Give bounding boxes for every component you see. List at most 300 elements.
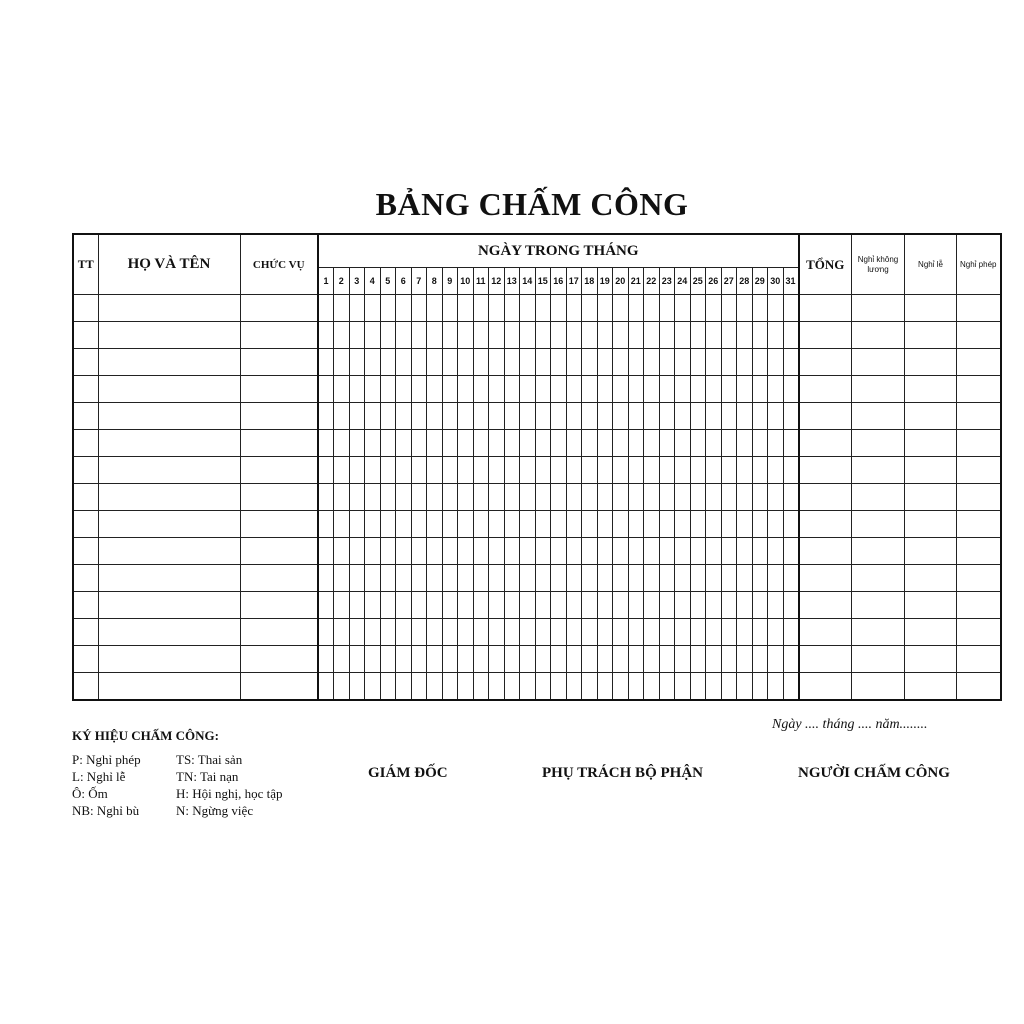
cell-day[interactable]	[690, 592, 706, 619]
cell-day[interactable]	[551, 592, 567, 619]
cell-day[interactable]	[442, 538, 458, 565]
cell-day[interactable]	[582, 457, 598, 484]
cell-day[interactable]	[473, 430, 489, 457]
cell-total[interactable]	[799, 322, 852, 349]
cell-tt[interactable]	[73, 484, 98, 511]
cell-day[interactable]	[411, 376, 427, 403]
cell-day[interactable]	[752, 565, 768, 592]
cell-day[interactable]	[737, 376, 753, 403]
cell-day[interactable]	[721, 430, 737, 457]
cell-day[interactable]	[334, 592, 350, 619]
cell-day[interactable]	[551, 457, 567, 484]
cell-day[interactable]	[411, 565, 427, 592]
cell-day[interactable]	[396, 646, 412, 673]
cell-day[interactable]	[458, 565, 474, 592]
cell-role[interactable]	[240, 457, 318, 484]
cell-day[interactable]	[396, 484, 412, 511]
cell-day[interactable]	[659, 538, 675, 565]
cell-name[interactable]	[98, 295, 240, 322]
cell-holiday[interactable]	[905, 565, 957, 592]
cell-day[interactable]	[675, 376, 691, 403]
cell-day[interactable]	[349, 673, 365, 701]
cell-day[interactable]	[427, 349, 443, 376]
cell-role[interactable]	[240, 376, 318, 403]
cell-day[interactable]	[473, 511, 489, 538]
cell-day[interactable]	[597, 322, 613, 349]
cell-day[interactable]	[752, 538, 768, 565]
cell-day[interactable]	[411, 619, 427, 646]
cell-day[interactable]	[752, 376, 768, 403]
cell-day[interactable]	[349, 322, 365, 349]
cell-holiday[interactable]	[905, 592, 957, 619]
cell-day[interactable]	[380, 322, 396, 349]
cell-day[interactable]	[349, 295, 365, 322]
cell-day[interactable]	[783, 565, 799, 592]
cell-day[interactable]	[737, 457, 753, 484]
cell-day[interactable]	[318, 538, 334, 565]
cell-name[interactable]	[98, 484, 240, 511]
cell-day[interactable]	[318, 403, 334, 430]
cell-name[interactable]	[98, 349, 240, 376]
cell-day[interactable]	[551, 484, 567, 511]
cell-day[interactable]	[551, 511, 567, 538]
cell-tt[interactable]	[73, 592, 98, 619]
cell-day[interactable]	[706, 322, 722, 349]
cell-day[interactable]	[690, 457, 706, 484]
cell-day[interactable]	[737, 592, 753, 619]
cell-day[interactable]	[380, 295, 396, 322]
cell-day[interactable]	[768, 349, 784, 376]
cell-day[interactable]	[535, 538, 551, 565]
cell-day[interactable]	[644, 457, 660, 484]
cell-day[interactable]	[427, 322, 443, 349]
cell-day[interactable]	[644, 565, 660, 592]
cell-day[interactable]	[504, 538, 520, 565]
cell-day[interactable]	[566, 646, 582, 673]
cell-day[interactable]	[783, 484, 799, 511]
cell-day[interactable]	[489, 565, 505, 592]
cell-unpaid-leave[interactable]	[852, 349, 905, 376]
cell-tt[interactable]	[73, 322, 98, 349]
cell-role[interactable]	[240, 673, 318, 701]
cell-day[interactable]	[659, 349, 675, 376]
cell-unpaid-leave[interactable]	[852, 565, 905, 592]
cell-day[interactable]	[597, 646, 613, 673]
cell-day[interactable]	[737, 565, 753, 592]
cell-unpaid-leave[interactable]	[852, 673, 905, 701]
cell-day[interactable]	[427, 619, 443, 646]
cell-day[interactable]	[365, 511, 381, 538]
cell-day[interactable]	[675, 619, 691, 646]
cell-day[interactable]	[628, 484, 644, 511]
cell-day[interactable]	[566, 538, 582, 565]
cell-unpaid-leave[interactable]	[852, 295, 905, 322]
cell-day[interactable]	[442, 619, 458, 646]
cell-day[interactable]	[318, 511, 334, 538]
cell-day[interactable]	[566, 673, 582, 701]
cell-day[interactable]	[706, 403, 722, 430]
cell-day[interactable]	[551, 646, 567, 673]
cell-day[interactable]	[721, 592, 737, 619]
cell-day[interactable]	[783, 457, 799, 484]
cell-name[interactable]	[98, 619, 240, 646]
cell-day[interactable]	[473, 592, 489, 619]
cell-day[interactable]	[349, 592, 365, 619]
cell-day[interactable]	[613, 295, 629, 322]
cell-role[interactable]	[240, 403, 318, 430]
cell-day[interactable]	[427, 430, 443, 457]
cell-unpaid-leave[interactable]	[852, 403, 905, 430]
cell-day[interactable]	[752, 430, 768, 457]
cell-day[interactable]	[737, 484, 753, 511]
cell-day[interactable]	[349, 538, 365, 565]
cell-day[interactable]	[690, 538, 706, 565]
cell-day[interactable]	[582, 646, 598, 673]
cell-name[interactable]	[98, 403, 240, 430]
cell-day[interactable]	[752, 349, 768, 376]
cell-day[interactable]	[411, 457, 427, 484]
cell-name[interactable]	[98, 565, 240, 592]
cell-day[interactable]	[489, 322, 505, 349]
cell-day[interactable]	[675, 295, 691, 322]
cell-day[interactable]	[349, 349, 365, 376]
cell-day[interactable]	[458, 430, 474, 457]
cell-day[interactable]	[644, 646, 660, 673]
cell-total[interactable]	[799, 376, 852, 403]
cell-day[interactable]	[675, 403, 691, 430]
cell-day[interactable]	[489, 619, 505, 646]
cell-day[interactable]	[442, 403, 458, 430]
cell-day[interactable]	[706, 673, 722, 701]
cell-day[interactable]	[427, 295, 443, 322]
cell-day[interactable]	[566, 376, 582, 403]
cell-day[interactable]	[489, 592, 505, 619]
cell-day[interactable]	[504, 430, 520, 457]
cell-day[interactable]	[365, 295, 381, 322]
cell-day[interactable]	[427, 457, 443, 484]
cell-total[interactable]	[799, 484, 852, 511]
cell-day[interactable]	[520, 376, 536, 403]
cell-day[interactable]	[737, 673, 753, 701]
cell-day[interactable]	[380, 592, 396, 619]
cell-day[interactable]	[365, 565, 381, 592]
cell-day[interactable]	[582, 403, 598, 430]
cell-day[interactable]	[489, 484, 505, 511]
cell-day[interactable]	[721, 511, 737, 538]
cell-day[interactable]	[489, 430, 505, 457]
cell-day[interactable]	[644, 322, 660, 349]
cell-day[interactable]	[365, 619, 381, 646]
cell-day[interactable]	[783, 619, 799, 646]
cell-day[interactable]	[721, 376, 737, 403]
cell-day[interactable]	[690, 484, 706, 511]
cell-name[interactable]	[98, 457, 240, 484]
cell-unpaid-leave[interactable]	[852, 484, 905, 511]
cell-tt[interactable]	[73, 565, 98, 592]
cell-name[interactable]	[98, 322, 240, 349]
cell-day[interactable]	[768, 592, 784, 619]
cell-day[interactable]	[706, 511, 722, 538]
cell-day[interactable]	[659, 376, 675, 403]
cell-day[interactable]	[737, 511, 753, 538]
cell-day[interactable]	[349, 619, 365, 646]
cell-day[interactable]	[566, 565, 582, 592]
cell-day[interactable]	[489, 511, 505, 538]
cell-day[interactable]	[768, 484, 784, 511]
cell-day[interactable]	[613, 403, 629, 430]
cell-role[interactable]	[240, 349, 318, 376]
cell-name[interactable]	[98, 673, 240, 701]
cell-day[interactable]	[411, 322, 427, 349]
cell-day[interactable]	[396, 349, 412, 376]
cell-total[interactable]	[799, 430, 852, 457]
cell-annual-leave[interactable]	[957, 322, 1001, 349]
cell-day[interactable]	[520, 403, 536, 430]
cell-holiday[interactable]	[905, 538, 957, 565]
cell-annual-leave[interactable]	[957, 538, 1001, 565]
cell-day[interactable]	[566, 592, 582, 619]
cell-day[interactable]	[520, 511, 536, 538]
cell-unpaid-leave[interactable]	[852, 376, 905, 403]
cell-day[interactable]	[365, 403, 381, 430]
cell-day[interactable]	[473, 619, 489, 646]
cell-day[interactable]	[768, 376, 784, 403]
cell-day[interactable]	[334, 673, 350, 701]
cell-day[interactable]	[380, 565, 396, 592]
cell-day[interactable]	[768, 619, 784, 646]
cell-total[interactable]	[799, 673, 852, 701]
cell-total[interactable]	[799, 511, 852, 538]
cell-day[interactable]	[706, 619, 722, 646]
cell-day[interactable]	[628, 592, 644, 619]
cell-day[interactable]	[613, 538, 629, 565]
cell-day[interactable]	[644, 619, 660, 646]
cell-day[interactable]	[551, 565, 567, 592]
cell-tt[interactable]	[73, 403, 98, 430]
cell-day[interactable]	[690, 295, 706, 322]
cell-day[interactable]	[597, 592, 613, 619]
cell-day[interactable]	[582, 619, 598, 646]
cell-day[interactable]	[628, 511, 644, 538]
cell-day[interactable]	[752, 646, 768, 673]
cell-annual-leave[interactable]	[957, 403, 1001, 430]
cell-day[interactable]	[365, 484, 381, 511]
cell-day[interactable]	[396, 511, 412, 538]
cell-role[interactable]	[240, 322, 318, 349]
cell-day[interactable]	[489, 538, 505, 565]
cell-day[interactable]	[613, 484, 629, 511]
cell-role[interactable]	[240, 592, 318, 619]
cell-day[interactable]	[675, 565, 691, 592]
cell-holiday[interactable]	[905, 457, 957, 484]
cell-day[interactable]	[380, 349, 396, 376]
cell-day[interactable]	[442, 457, 458, 484]
cell-day[interactable]	[690, 430, 706, 457]
cell-day[interactable]	[535, 565, 551, 592]
cell-day[interactable]	[768, 295, 784, 322]
cell-day[interactable]	[318, 322, 334, 349]
cell-role[interactable]	[240, 538, 318, 565]
cell-day[interactable]	[551, 673, 567, 701]
cell-day[interactable]	[566, 349, 582, 376]
cell-day[interactable]	[690, 511, 706, 538]
cell-day[interactable]	[396, 619, 412, 646]
cell-day[interactable]	[520, 484, 536, 511]
cell-day[interactable]	[442, 484, 458, 511]
cell-total[interactable]	[799, 457, 852, 484]
cell-day[interactable]	[690, 349, 706, 376]
cell-day[interactable]	[690, 565, 706, 592]
cell-day[interactable]	[613, 430, 629, 457]
cell-day[interactable]	[706, 295, 722, 322]
cell-day[interactable]	[613, 322, 629, 349]
cell-day[interactable]	[396, 673, 412, 701]
cell-day[interactable]	[613, 376, 629, 403]
cell-day[interactable]	[706, 457, 722, 484]
cell-day[interactable]	[504, 322, 520, 349]
cell-day[interactable]	[520, 349, 536, 376]
cell-holiday[interactable]	[905, 376, 957, 403]
cell-day[interactable]	[504, 295, 520, 322]
cell-day[interactable]	[566, 403, 582, 430]
cell-day[interactable]	[334, 511, 350, 538]
cell-day[interactable]	[411, 349, 427, 376]
cell-day[interactable]	[783, 403, 799, 430]
cell-day[interactable]	[520, 565, 536, 592]
cell-day[interactable]	[535, 349, 551, 376]
cell-day[interactable]	[659, 592, 675, 619]
cell-day[interactable]	[365, 592, 381, 619]
cell-day[interactable]	[535, 646, 551, 673]
cell-day[interactable]	[380, 673, 396, 701]
cell-total[interactable]	[799, 592, 852, 619]
cell-day[interactable]	[349, 403, 365, 430]
cell-unpaid-leave[interactable]	[852, 430, 905, 457]
cell-day[interactable]	[706, 646, 722, 673]
cell-day[interactable]	[721, 484, 737, 511]
cell-day[interactable]	[768, 457, 784, 484]
cell-day[interactable]	[318, 592, 334, 619]
cell-tt[interactable]	[73, 457, 98, 484]
cell-day[interactable]	[396, 592, 412, 619]
cell-holiday[interactable]	[905, 619, 957, 646]
cell-day[interactable]	[535, 295, 551, 322]
cell-day[interactable]	[427, 403, 443, 430]
cell-day[interactable]	[737, 322, 753, 349]
cell-day[interactable]	[721, 295, 737, 322]
cell-day[interactable]	[613, 592, 629, 619]
cell-day[interactable]	[504, 511, 520, 538]
cell-day[interactable]	[706, 349, 722, 376]
cell-day[interactable]	[380, 646, 396, 673]
cell-name[interactable]	[98, 430, 240, 457]
cell-day[interactable]	[535, 403, 551, 430]
cell-day[interactable]	[535, 673, 551, 701]
cell-day[interactable]	[582, 538, 598, 565]
cell-tt[interactable]	[73, 430, 98, 457]
cell-day[interactable]	[504, 565, 520, 592]
cell-day[interactable]	[334, 538, 350, 565]
cell-day[interactable]	[659, 511, 675, 538]
cell-day[interactable]	[380, 430, 396, 457]
cell-annual-leave[interactable]	[957, 565, 1001, 592]
cell-role[interactable]	[240, 295, 318, 322]
cell-day[interactable]	[318, 457, 334, 484]
cell-day[interactable]	[628, 376, 644, 403]
cell-day[interactable]	[334, 457, 350, 484]
cell-day[interactable]	[473, 457, 489, 484]
cell-day[interactable]	[659, 322, 675, 349]
cell-day[interactable]	[489, 457, 505, 484]
cell-day[interactable]	[597, 430, 613, 457]
cell-day[interactable]	[783, 538, 799, 565]
cell-day[interactable]	[427, 484, 443, 511]
cell-day[interactable]	[427, 646, 443, 673]
cell-day[interactable]	[334, 430, 350, 457]
cell-day[interactable]	[659, 619, 675, 646]
cell-unpaid-leave[interactable]	[852, 511, 905, 538]
cell-day[interactable]	[721, 538, 737, 565]
cell-day[interactable]	[520, 592, 536, 619]
cell-day[interactable]	[783, 322, 799, 349]
cell-day[interactable]	[752, 484, 768, 511]
cell-day[interactable]	[737, 430, 753, 457]
cell-day[interactable]	[628, 403, 644, 430]
cell-day[interactable]	[644, 484, 660, 511]
cell-day[interactable]	[520, 430, 536, 457]
cell-day[interactable]	[535, 511, 551, 538]
cell-day[interactable]	[721, 349, 737, 376]
cell-holiday[interactable]	[905, 295, 957, 322]
cell-day[interactable]	[411, 484, 427, 511]
cell-day[interactable]	[520, 457, 536, 484]
cell-day[interactable]	[783, 376, 799, 403]
cell-day[interactable]	[690, 322, 706, 349]
cell-day[interactable]	[365, 349, 381, 376]
cell-day[interactable]	[458, 295, 474, 322]
cell-tt[interactable]	[73, 538, 98, 565]
cell-holiday[interactable]	[905, 430, 957, 457]
cell-day[interactable]	[659, 295, 675, 322]
cell-day[interactable]	[458, 376, 474, 403]
cell-day[interactable]	[380, 511, 396, 538]
cell-day[interactable]	[706, 538, 722, 565]
cell-day[interactable]	[659, 457, 675, 484]
cell-day[interactable]	[396, 538, 412, 565]
cell-day[interactable]	[442, 646, 458, 673]
cell-day[interactable]	[349, 484, 365, 511]
cell-unpaid-leave[interactable]	[852, 646, 905, 673]
cell-day[interactable]	[349, 646, 365, 673]
cell-day[interactable]	[349, 430, 365, 457]
cell-day[interactable]	[458, 403, 474, 430]
cell-day[interactable]	[489, 403, 505, 430]
cell-day[interactable]	[597, 565, 613, 592]
cell-day[interactable]	[411, 295, 427, 322]
cell-day[interactable]	[442, 349, 458, 376]
cell-day[interactable]	[628, 538, 644, 565]
cell-day[interactable]	[659, 646, 675, 673]
cell-day[interactable]	[520, 619, 536, 646]
cell-day[interactable]	[768, 646, 784, 673]
cell-annual-leave[interactable]	[957, 295, 1001, 322]
cell-unpaid-leave[interactable]	[852, 592, 905, 619]
cell-day[interactable]	[690, 619, 706, 646]
cell-annual-leave[interactable]	[957, 592, 1001, 619]
cell-day[interactable]	[473, 565, 489, 592]
cell-day[interactable]	[365, 646, 381, 673]
cell-day[interactable]	[504, 403, 520, 430]
